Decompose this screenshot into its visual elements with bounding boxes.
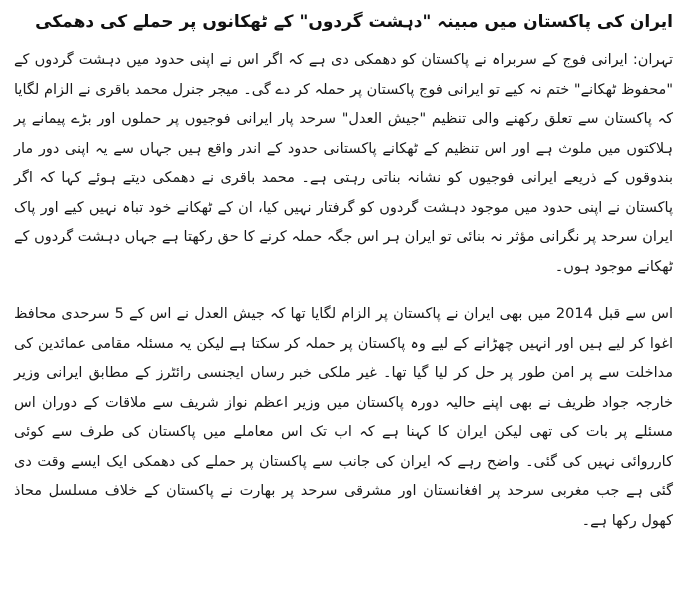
article-paragraph-1: تہران: ایرانی فوج کے سربراہ نے پاکستان کو دھمکی دی ہے کہ اگر اس نے اپنی حدود میں دہشت گردوں کے "محفوظ ٹھکانے" ختم نہ کیے تو ایرانی فوج پاکستان پر حملہ کر دے گی۔ میجر جنرل محمد باقری نے الزام لگایا کہ پاکستان سے تعلق رکھنے والی تنظیم "جیش العدل" سرحد پار ایرانی فوجیوں پر حملوں اور بڑے پیمانے پر ہلاکتوں میں ملوث ہے اور اس تنظیم کے ٹھکانے پاکستانی حدود کے اندر واقع ہیں جہاں سے یہ اپنی دور مار بندوقوں کے ذریعے ایرانی فوجیوں کو نشانہ بناتی رہتی ہے۔ محمد باقری نے دھمکی دیتے ہوئے کہا کہ اگر پاکستان نے اپنی حدود میں موجود دہشت گردوں کو گرفتار نہیں کیا، ان کے ٹھکانے خود تباہ نہیں کیے اور پاک ایران سرحد پر نگرانی مؤثر نہ بنائی تو ایران ہر اس جگہ حملہ کرنے کا حق رکھتا ہے جہاں دہشت گردوں کے ٹھکانے موجود ہوں۔ [14,52,673,275]
article-paragraph-2: اس سے قبل 2014 میں بھی ایران نے پاکستان پر الزام لگایا تھا کہ جیش العدل نے اس کے 5 سرحدی محافظ اغوا کر لیے ہیں اور انہیں چھڑانے کے لیے وہ پاکستان پر حملہ کر سکتا ہے لیکن یہ مسئلہ مقامی عمائدین کی مداخلت سے پر امن طور پر حل کر لیا گیا تھا۔ غیر ملکی خبر رساں ایجنسی رائٹرز کے مطابق ایرانی وزیر خارجہ جواد ظریف نے بھی اپنے حالیہ دورہ پاکستان میں وزیر اعظم نواز شریف سے ملاقات کے دوران اس مسئلے پر بات کی تھی لیکن ایران کا کہنا ہے کہ اب تک اس معاملے میں پاکستان کی طرف سے کوئی کارروائی نہیں کی گئی۔ واضح رہے کہ ایران کی جانب سے پاکستان پر حملے کی دھمکی ایک ایسے وقت دی گئی ہے جب مغربی سرحد پر افغانستان اور مشرقی سرحد پر بھارت نے پاکستان کے خلاف مسلسل محاذ کھول رکھا ہے۔ [14,306,673,529]
article-headline: ایران کی پاکستان میں مبینہ "دہشت گردوں" کے ٹھکانوں پر حملے کی دھمکی [35,12,673,32]
